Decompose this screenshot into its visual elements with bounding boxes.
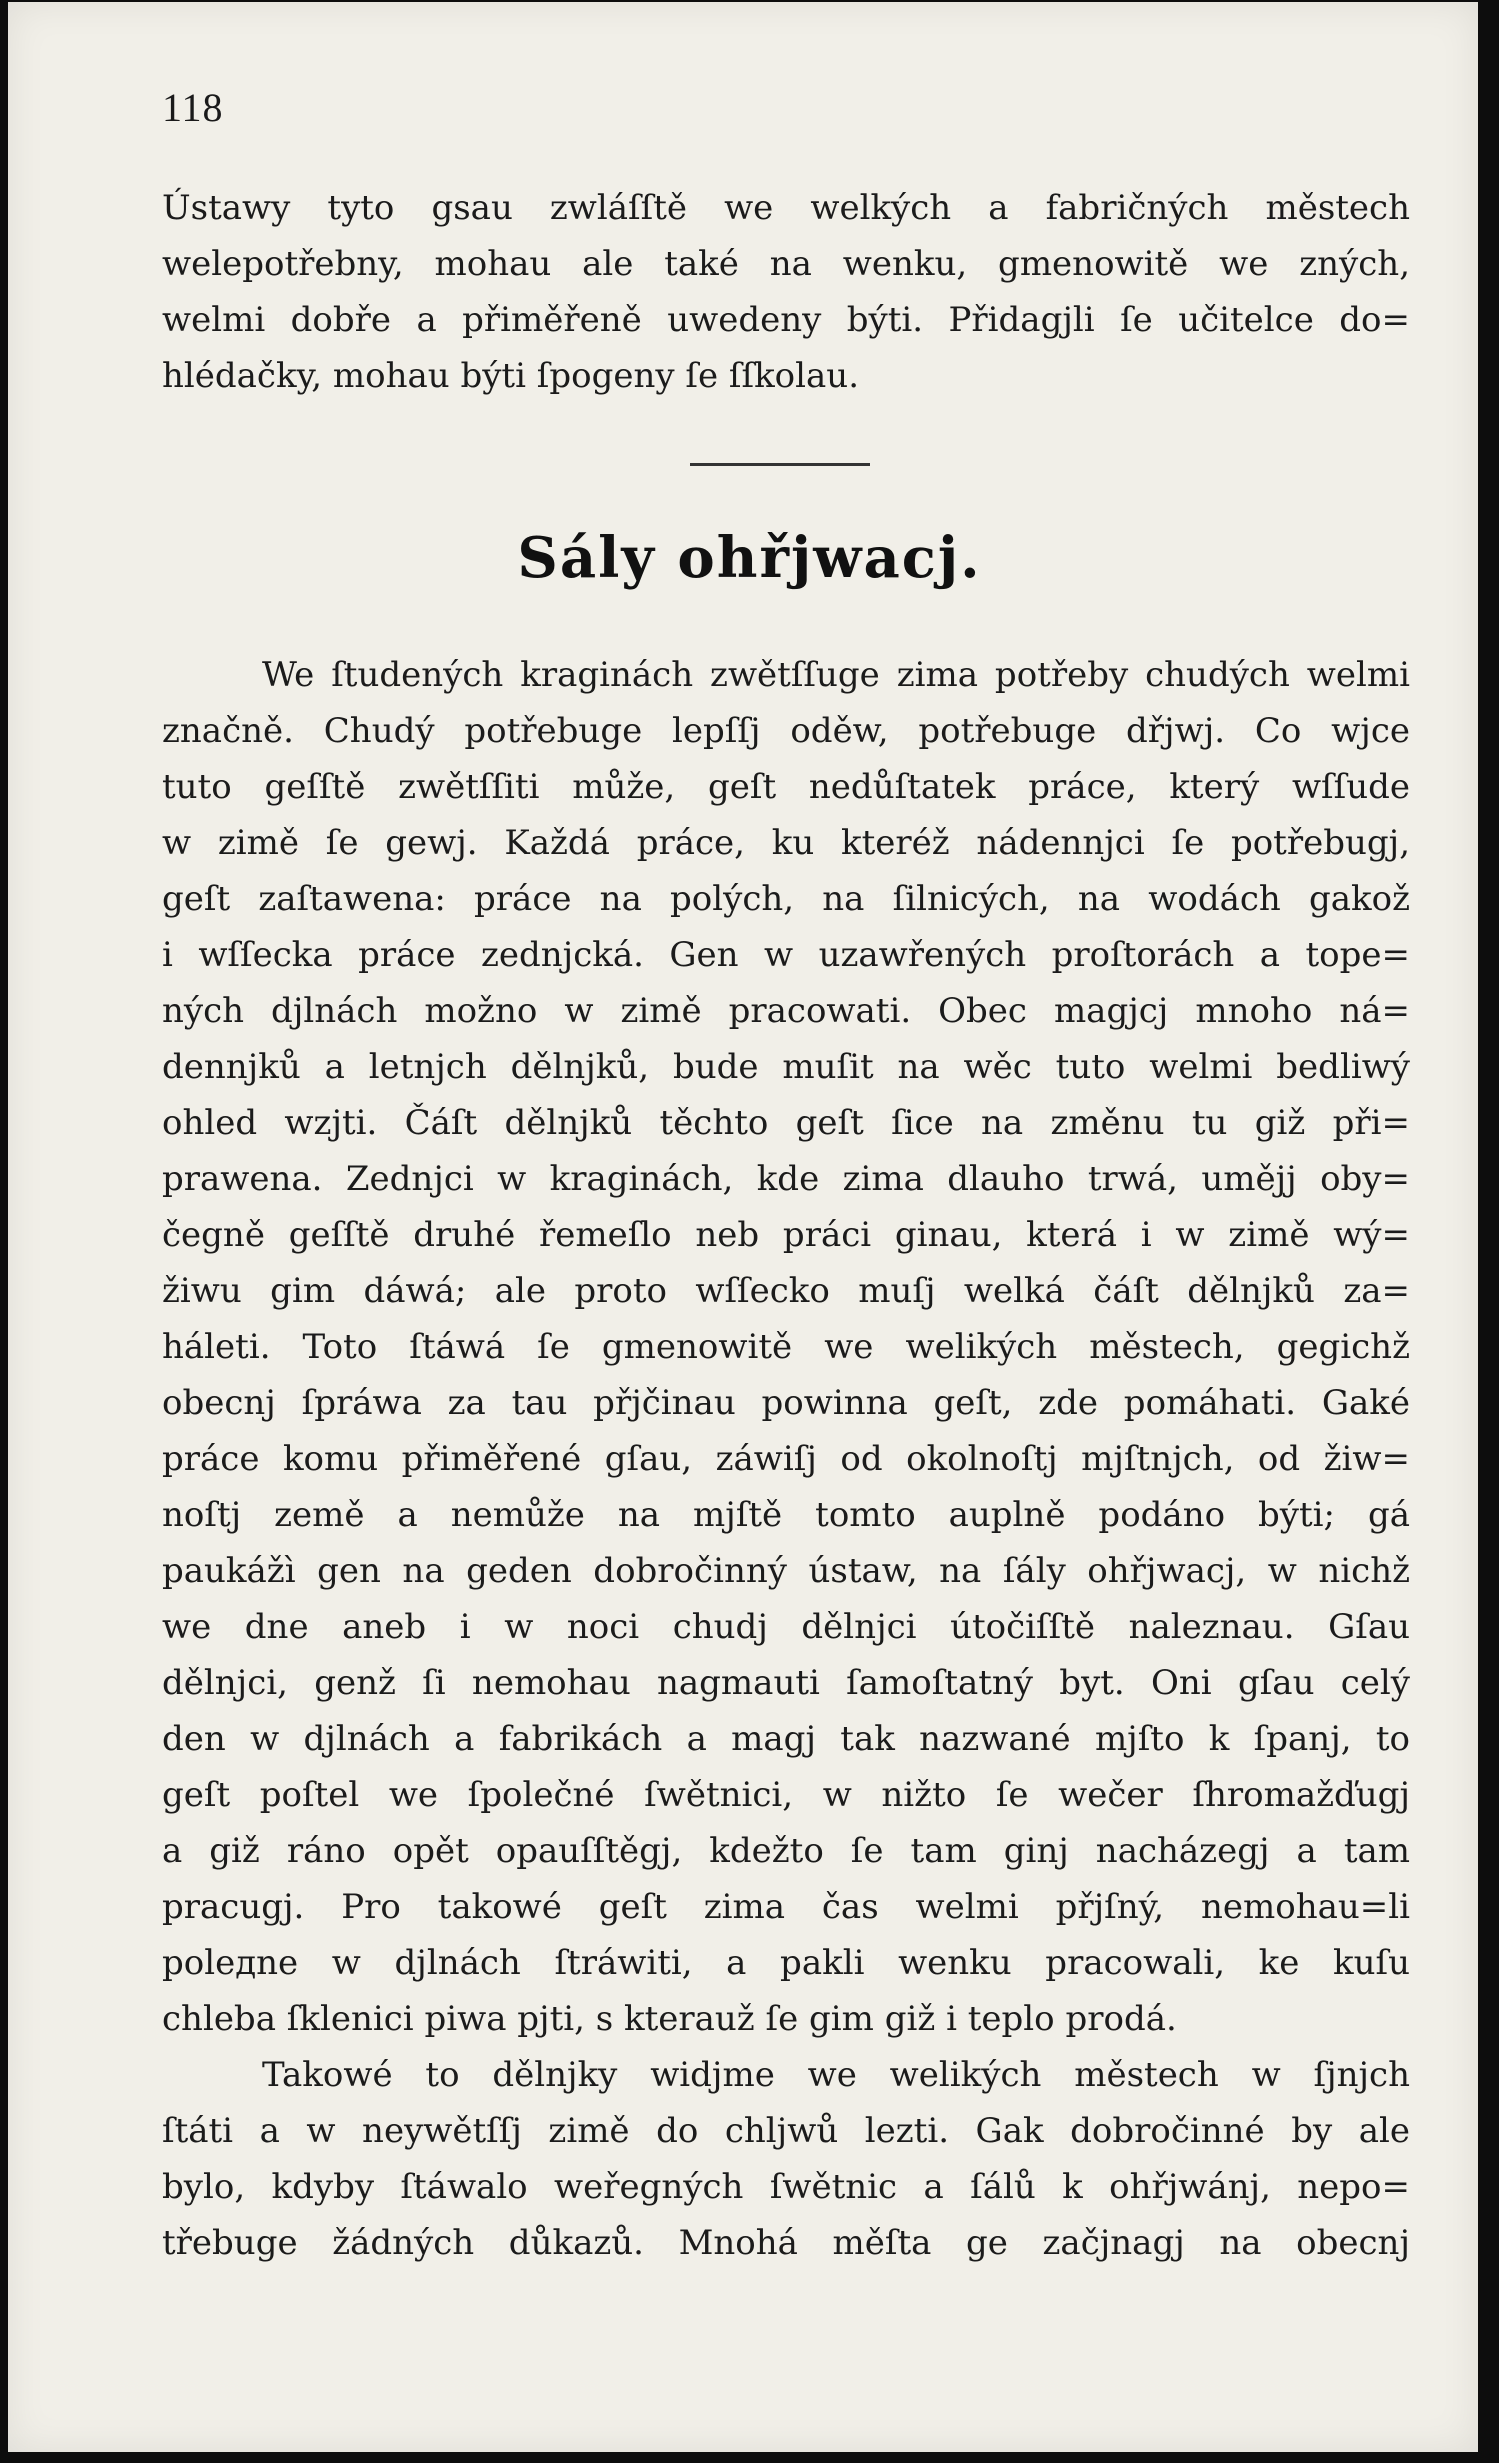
text-line: bylo, kdyby ſtáwalo weřegných ſwětnic a ſálů k ohřjwánj, nepo=	[162, 2167, 1410, 2207]
main-text	[162, 647, 1410, 2271]
text-line: háleti. Toto ſtáwá ſe gmenowitě we welikých městech, gegichž	[162, 1327, 1410, 1367]
text-line: ných djlnách možno w zimě pracowati. Obec magjcj mnoho ná=	[162, 991, 1410, 1031]
text-line: noſtj země a nemůže na mjſtě tomto auplně podáno býti; gá	[162, 1495, 1410, 1535]
text-line: polедne w djlnách ſtráwiti, a pakli wenku pracowali, ke kuſu	[162, 1943, 1410, 1983]
text-line: ſtáti a w neywětſſj zimě do chljwů lezti. Gak dobročinné by ale	[162, 2111, 1410, 2151]
text-line: chleba ſklenici piwa pjti, s kterauž ſe gim giž i teplo prodá.	[162, 1999, 1177, 2039]
text-line: welepotřebny, mohau ale také na wenku, gmenowitě we zných,	[162, 244, 1410, 284]
text-line: den w djlnách a fabrikách a magj tak nazwané mjſto k ſpanj, to	[162, 1719, 1410, 1759]
text-line: práce komu přiměřené gſau, záwiſj od okolnoſtj mjſtnjch, od žiw=	[162, 1439, 1410, 1479]
text-line: We ſtudených kraginách zwětſſuge zima potřeby chudých welmi	[262, 655, 1410, 695]
section-divider	[690, 463, 870, 466]
text-line: a giž ráno opět opauſſtěgj, kdežto ſe tam ginj nacházegj a tam	[162, 1831, 1410, 1871]
text-line: geſt zaſtawena: práce na polých, na ſilnicých, na wodách gakož	[162, 879, 1410, 919]
text-line: Takowé to dělnjky widjme we welikých městech w ſjnjch	[262, 2055, 1410, 2095]
text-line: třebuge žádných důkazů. Mnohá měſta ge začjnagj na obecnj	[162, 2223, 1410, 2263]
text-line: dennjků a letnjch dělnjků, bude muſit na wěc tuto welmi bedliwý	[162, 1047, 1410, 1087]
text-line: i wſſecka práce zednjcká. Gen w uzawřených proſtorách a tope=	[162, 935, 1410, 975]
page-number: 118	[162, 85, 224, 130]
text-line: prawena. Zednjci w kraginách, kde zima dlauho trwá, umějj oby=	[162, 1159, 1410, 1199]
text-line: ohled wzjti. Čáſt dělnjků těchto geſt ſice na změnu tu giž při=	[162, 1103, 1410, 1143]
text-line: tuto geſſtě zwětſſiti může, geſt nedůſtatek práce, který wſſude	[162, 767, 1410, 807]
text-line: w zimě ſe gewj. Každá práce, ku kteréž nádennjci ſe potřebugj,	[162, 823, 1410, 863]
text-line: paukážì gen na geden dobročinný ústaw, na ſály ohřjwacj, w nichž	[162, 1551, 1410, 1591]
text-line: Ústawy tyto gsau zwláſſtě we welkých a fabričných městech	[162, 188, 1410, 228]
text-line: we dne aneb i w noci chudj dělnjci útočiſſtě naleznau. Gſau	[162, 1607, 1410, 1647]
text-line: welmi dobře a přiměřeně uwedeny býti. Přidagjli ſe učitelce do=	[162, 300, 1410, 340]
text-line: obecnj ſpráwa za tau přjčinau powinna geſt, zde pomáhati. Gaké	[162, 1383, 1410, 1423]
text-line: čegně geſſtě druhé řemeſlo neb práci ginau, která i w zimě wý=	[162, 1215, 1410, 1255]
text-line: značně. Chudý potřebuge lepſſj oděw, potřebuge dřjwj. Co wjce	[162, 711, 1410, 751]
intro-paragraph	[162, 180, 1410, 404]
text-line: žiwu gim dáwá; ale proto wſſecko muſj welká čáſt dělnjků za=	[162, 1271, 1410, 1311]
text-line: hlédačky, mohau býti ſpogeny ſe ſſkolau.	[162, 356, 859, 396]
text-line: geſt poſtel we ſpolečné ſwětnici, w nižto ſe wečer ſhromažďugj	[162, 1775, 1410, 1815]
section-heading: Sály ohřjwacj.	[517, 525, 982, 591]
text-line: pracugj. Pro takowé geſt zima čas welmi přjſný, nemohau=li	[162, 1887, 1410, 1927]
text-line: dělnjci, genž ſi nemohau nagmauti ſamoſtatný byt. Oni gſau celý	[162, 1663, 1410, 1703]
